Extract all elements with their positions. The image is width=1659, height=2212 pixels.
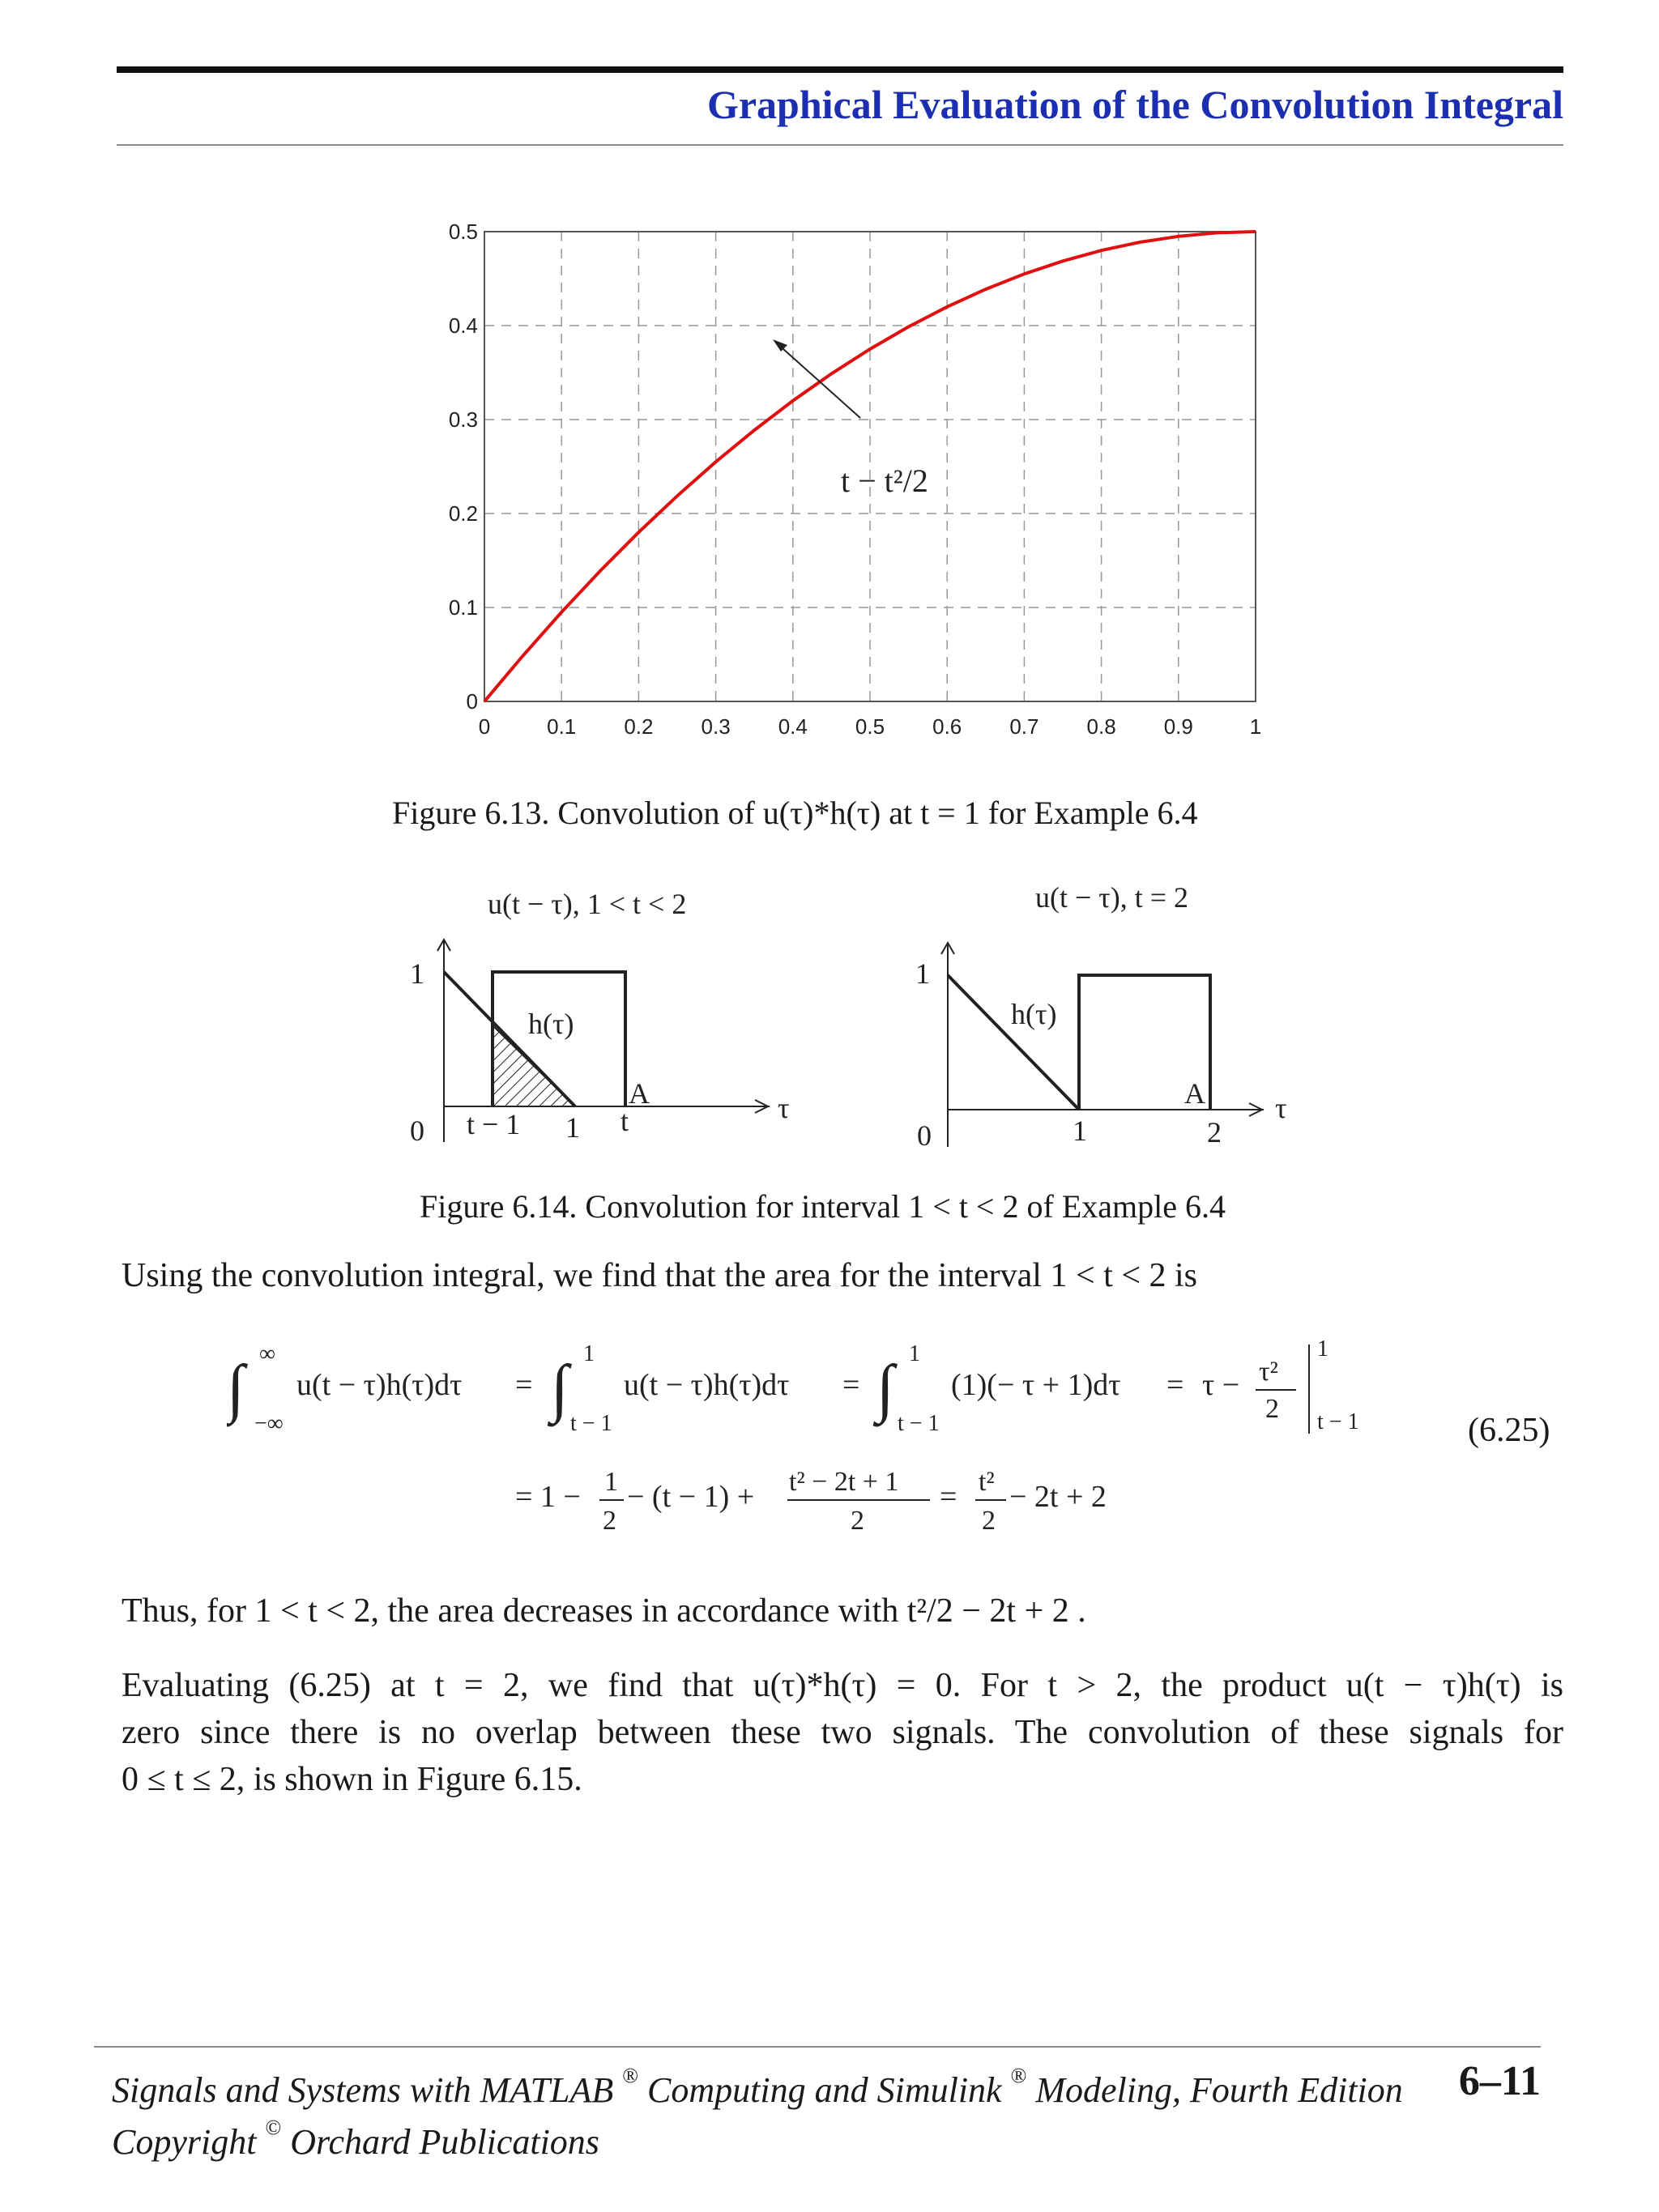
line2-start: = 1 − [515,1480,581,1514]
t-squared-denominator: 2 [982,1506,996,1536]
integrand-3: (1)(− τ + 1)dτ [951,1368,1121,1402]
frac-numerator: t² − 2t + 1 [789,1467,899,1497]
y-tick-labels [449,219,478,714]
running-head: Graphical Evaluation of the Convolution Integral [706,82,1563,127]
right-area-label: A [1184,1077,1205,1110]
registered-mark-2: ® [1010,2064,1027,2087]
top-rule [117,66,1563,73]
left-panel [410,888,789,1147]
left-y-zero: 0 [410,1115,424,1147]
x-tick-label: 1 [1249,714,1262,739]
x-tick-label: 0.3 [701,714,731,739]
lower-limit-neg-inf: −∞ [254,1411,284,1436]
paragraph-no-overlap [122,1662,1563,1803]
y-tick-label: 0.1 [448,595,478,620]
left-x-tminus1: t − 1 [467,1108,521,1140]
figure-6-13-plot [421,212,1272,747]
publisher-name: Orchard Publications [290,2122,599,2162]
right-panel-title: u(t − τ), t = 2 [1035,881,1189,914]
left-x-t: t [621,1105,629,1137]
upper-limit-1b: 1 [909,1341,920,1366]
paragraph-line-3: 0 ≤ t ≤ 2, is shown in Figure 6.15. [122,1761,582,1798]
line2-end: − 2t + 2 [1009,1480,1107,1514]
frac-denominator: 2 [851,1506,864,1536]
upper-limit-1a: 1 [583,1341,595,1366]
paragraph-area-interval: Using the convolution integral, we find that the area for the interval 1 < t < 2 is [122,1257,1198,1294]
x-tick-label: 0.2 [624,714,654,739]
equation-number: (6.25) [1468,1412,1550,1449]
integral-sign-1: ∫ [227,1353,245,1424]
left-y-one: 1 [410,957,424,990]
lower-limit-t-minus-1b: t − 1 [898,1411,940,1436]
copyright-symbol: © [265,2116,282,2139]
tau-squared: τ² [1259,1357,1278,1387]
integrand-2: u(t − τ)h(τ)dτ [624,1368,790,1402]
integral-sign-2: ∫ [551,1353,569,1424]
half-denominator: 2 [603,1506,616,1536]
paragraph-line-2: zero since there is no overlap between these two signals. The convolution of these signals for [122,1714,1563,1751]
eval-upper-1: 1 [1317,1336,1328,1362]
y-tick-label: 0.4 [448,313,478,338]
equals-2: = [842,1368,860,1402]
x-tick-label: 0.1 [547,714,577,739]
registered-mark-1: ® [622,2064,639,2087]
x-tick-label: 0.9 [1163,714,1193,739]
denominator-two-1: 2 [1265,1394,1279,1424]
y-tick-label: 0 [466,689,478,714]
footer-title-part-3: Modeling, Fourth Edition [1035,2070,1403,2110]
right-x-two: 2 [1207,1116,1222,1149]
footer-title-part-1: Signals and Systems with MATLAB [112,2070,614,2110]
footer-rule [94,2046,1541,2048]
figure-6-13-caption: Figure 6.13. Convolution of u(τ)*h(τ) at t = 1 for Example 6.4 [392,795,1198,831]
eval-lower-t-minus-1: t − 1 [1317,1409,1359,1434]
footer-book-title [112,2064,1403,2111]
footer-copyright [112,2116,599,2163]
result-tau-minus: τ − [1202,1368,1240,1402]
equals-4: = [940,1480,957,1514]
copyright-word: Copyright [112,2122,257,2162]
footer-title-part-2: Computing and Simulink [647,2070,1002,2110]
integral-sign-3: ∫ [876,1353,894,1424]
x-tick-label: 0.5 [855,714,885,739]
right-h-label: h(τ) [1011,998,1057,1030]
equation-6-25 [227,1320,1377,1563]
left-area-label: A [629,1077,650,1110]
equation-line-1 [227,1336,1359,1436]
right-y-zero: 0 [917,1119,932,1152]
figure-6-14-diagram [381,875,1312,1166]
paragraph-line-1: Evaluating (6.25) at t = 2, we find that u(τ)*h(τ) = 0. For t > 2, the product u(t − τ)h(τ) is [122,1667,1563,1704]
right-h-tau-line [948,975,1079,1110]
y-tick-label: 0.2 [448,501,478,526]
y-tick-label: 0.3 [448,407,478,432]
header-rule [117,144,1563,146]
t-squared: t² [979,1467,995,1497]
x-tick-label: 0.6 [932,714,962,739]
curve-annotation: t − t²/2 [841,462,928,499]
right-y-one: 1 [915,957,930,990]
left-h-label: h(τ) [528,1008,574,1040]
half-numerator: 1 [604,1467,618,1497]
equals-1: = [515,1368,533,1402]
upper-limit-inf: ∞ [259,1341,275,1366]
page-number: 6–11 [1458,2058,1541,2104]
left-x-one: 1 [565,1111,580,1144]
y-tick-label: 0.5 [448,219,478,244]
equation-line-2 [515,1467,1107,1536]
right-panel [915,881,1286,1152]
right-x-one: 1 [1073,1115,1087,1147]
lower-limit-t-minus-1a: t − 1 [570,1411,612,1436]
left-panel-title: u(t − τ), 1 < t < 2 [488,888,687,920]
x-tick-label: 0.8 [1086,714,1116,739]
right-axis-tau: τ [1275,1092,1287,1124]
line2-mid: − (t − 1) + [627,1480,755,1514]
equals-3: = [1166,1368,1184,1402]
figure-6-14-caption: Figure 6.14. Convolution for interval 1 < t < 2 of Example 6.4 [420,1188,1226,1225]
paragraph-area-decreases: Thus, for 1 < t < 2, the area decreases in accordance with t²/2 − 2t + 2 . [122,1592,1086,1630]
left-axis-tau: τ [778,1092,790,1124]
x-tick-labels [479,714,1261,739]
x-tick-label: 0 [478,714,491,739]
x-tick-label: 0.4 [778,714,808,739]
x-tick-label: 0.7 [1009,714,1039,739]
integrand-1: u(t − τ)h(τ)dτ [296,1368,463,1402]
